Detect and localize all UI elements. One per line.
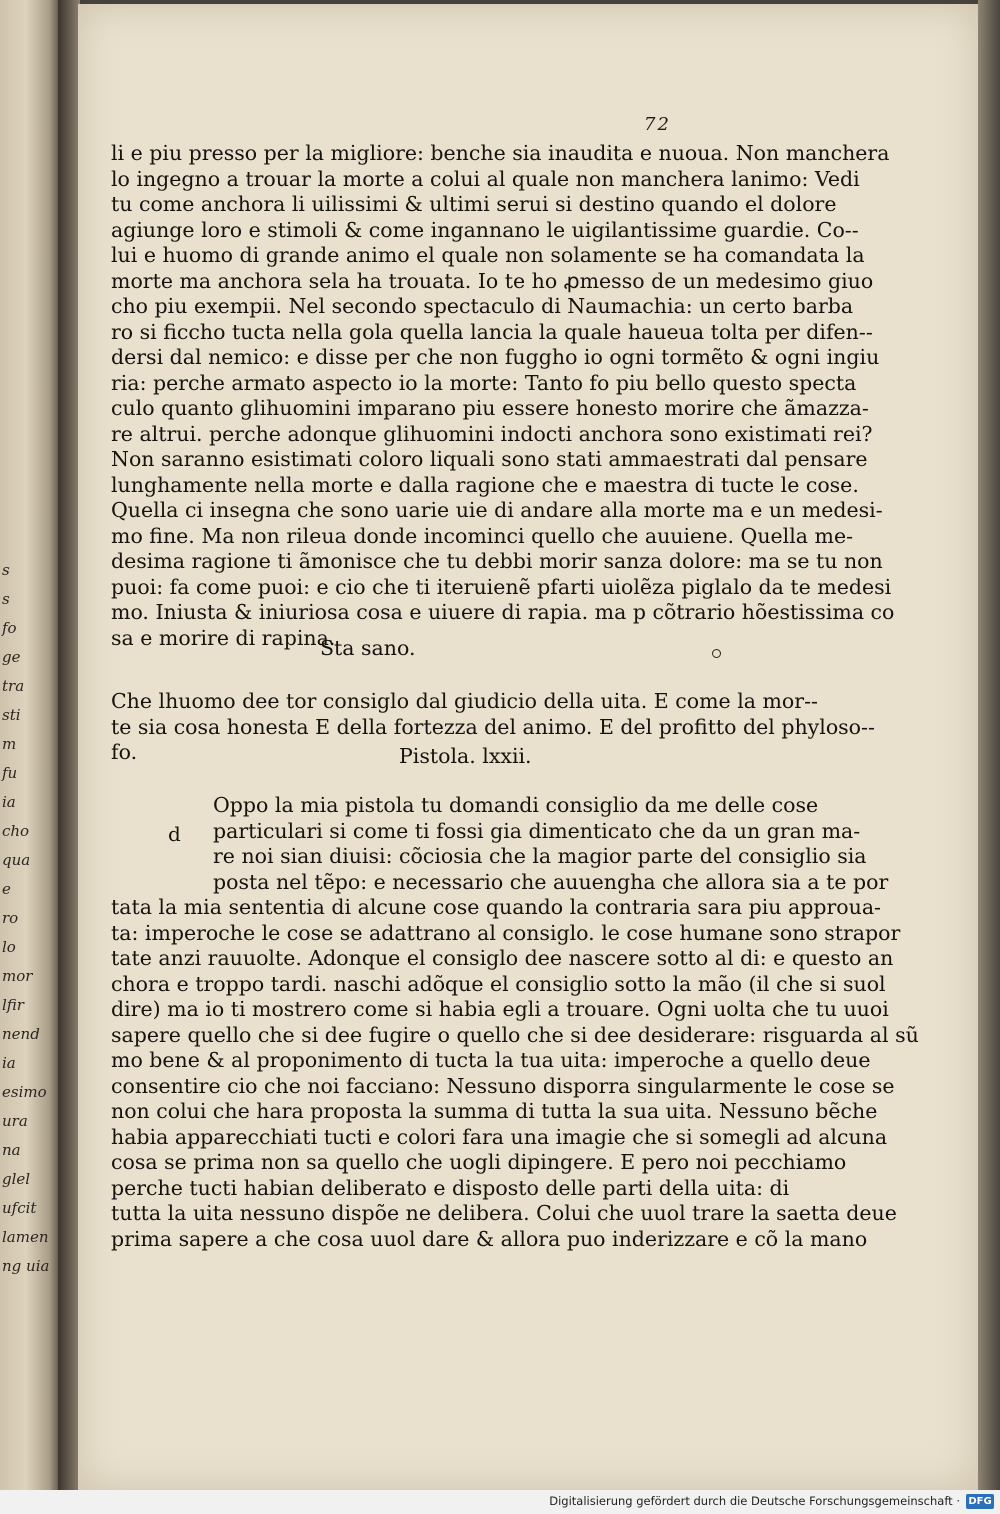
text-line: re altrui. perche adonque glihuomini indocti anchora sono existimati rei? <box>111 421 873 446</box>
left-page-fragment: mor <box>2 967 33 985</box>
left-page-fragment: s <box>2 590 10 608</box>
book-page <box>78 4 978 1490</box>
text-line: cosa se prima non sa quello che uogli dipingere. E pero noi pecchiamo <box>111 1150 847 1174</box>
left-page-fragment: ia <box>2 1054 16 1072</box>
text-line: lui e huomo di grande animo el quale non solamente se ha comandata la <box>111 243 865 267</box>
text-line: tu come anchora li uilissimi & ultimi serui si destino quando el dolore <box>111 192 837 216</box>
left-page-edge <box>0 0 58 1490</box>
text-line: dersi dal nemico: e disse per che non fuggho io ogni tormẽto & ogni ingiu <box>111 345 880 369</box>
left-page-fragment: na <box>2 1141 21 1159</box>
left-page-fragment: s <box>2 561 10 579</box>
text-line: morte ma anchora sela ha trouata. Io te ho ꝓmesso de un medesimo giuo <box>111 268 874 293</box>
left-page-fragment: tra <box>2 677 25 695</box>
closing-sta-sano: Sta sano. <box>320 636 416 660</box>
left-page-fragment: cho <box>2 822 30 840</box>
text-line: mo. Iniusta & iniuriosa cosa e uiuere di rapia. ma p cõtrario hõestissima co <box>111 600 895 624</box>
text-line: lo ingegno a trouar la morte a colui al quale non manchera lanimo: Vedi <box>111 166 860 191</box>
left-page-fragment: ufcit <box>2 1199 37 1217</box>
page-edge-shadow <box>978 0 1000 1490</box>
text-line: mo bene & al proponimento di tucta la tua uita: imperoche a quello deue <box>111 1048 871 1072</box>
text-line: ria: perche armato aspecto io la morte: Tanto fo piu bello questo specta <box>111 370 857 395</box>
text-line: agiunge loro e stimoli & come ingannano le uigilantissime guardie. Co-- <box>111 217 859 242</box>
text-line: fo. <box>111 740 138 764</box>
text-line: consentire cio che noi facciano: Nessuno disporra singularmente le cose se <box>111 1073 895 1098</box>
text-line: re noi sian diuisi: cõciosia che la magior parte del consiglio sia <box>213 844 867 868</box>
pistola-label: Pistola. lxxii. <box>399 744 532 768</box>
text-line: te sia cosa honesta E della fortezza del animo. E del profitto del phyloso-- <box>111 714 875 739</box>
left-page-fragment: fu <box>2 764 18 782</box>
text-line: desima ragione ti ãmonisce che tu debbi morir sanza dolore: ma se tu non <box>111 549 883 573</box>
text-line: tata la mia sententia di alcune cose quando la contraria sara piu approua- <box>111 895 881 919</box>
left-page-fragment: ge <box>2 648 21 666</box>
text-line: mo fine. Ma non rileua donde incominci quello che auuiene. Quella me- <box>111 523 854 548</box>
left-page-fragment: e <box>2 880 11 898</box>
page-number: 72 <box>644 114 671 135</box>
text-line: particulari si come ti fossi gia dimenticato che da un gran ma- <box>213 818 861 843</box>
text-line: li e piu presso per la migliore: benche sia inaudita e nuoua. Non manchera <box>111 141 890 165</box>
text-line: habia apparecchiati tucti e colori fara una imagie che si somegli ad alcuna <box>111 1124 888 1149</box>
text-line: sapere quello che si dee fugire o quello che si dee desiderare: risguarda al sũ <box>111 1022 919 1047</box>
footer-bar <box>0 1490 1000 1514</box>
left-page-fragment: esimo <box>2 1083 47 1101</box>
left-page-fragment: ro <box>2 909 19 927</box>
text-line: tate anzi rauuolte. Adonque el consiglo dee nascere sotto al di: e questo an <box>111 946 894 970</box>
left-page-fragment: ia <box>2 793 16 811</box>
text-line: puoi: fa come puoi: e cio che ti iteruienẽ pfarti uiolẽza piglalo da te medesi <box>111 574 892 599</box>
dfg-logo: DFG <box>966 1494 994 1509</box>
text-line: ta: imperoche le cose se adattrano al consiglo. le cose humane sono strapor <box>111 920 901 945</box>
left-page-fragment: glel <box>2 1170 31 1188</box>
text-line: cho piu exempii. Nel secondo spectaculo di Naumachia: un certo barba <box>111 294 854 318</box>
left-page-fragment: ura <box>2 1112 28 1130</box>
text-line: chora e troppo tardi. naschi adõque el consiglio sotto la mão (il che si suol <box>111 971 886 996</box>
text-line: Oppo la mia pistola tu domandi consiglio da me delle cose <box>213 793 819 817</box>
end-mark-icon <box>712 649 721 658</box>
text-line: perche tucti habian deliberato e disposto delle parti della uita: di <box>111 1175 790 1200</box>
left-page-fragment: lo <box>2 938 16 956</box>
text-line: prima sapere a che cosa uuol dare & allora puo inderizzare e cõ la mano <box>111 1226 868 1251</box>
left-page-fragment: lamen <box>2 1228 49 1246</box>
text-line: non colui che hara proposta la summa di tutta la sua uita. Nessuno bẽche <box>111 1099 878 1123</box>
text-line: Quella ci insegna che sono uarie uie di andare alla morte ma e un medesi- <box>111 498 883 522</box>
left-page-fragment: ng uia <box>2 1257 50 1275</box>
text-line: lunghamente nella morte e dalla ragione che e maestra di tucte le cose. <box>111 472 859 497</box>
left-page-fragment: m <box>2 735 17 753</box>
text-line: Che lhuomo dee tor consiglo dal giudicio della uita. E come la mor-- <box>111 689 818 713</box>
text-line: ro si ficcho tucta nella gola quella lancia la quale haueua tolta per difen-- <box>111 319 873 344</box>
footer-credit: Digitalisierung gefördert durch die Deutsche Forschungsgemeinschaft · <box>549 1494 960 1508</box>
left-page-fragment: fo <box>2 619 17 637</box>
text-line: posta nel tẽpo: e necessario che auuengha che allora sia a te por <box>213 869 889 894</box>
initial-guide-letter: d <box>168 822 181 846</box>
text-line: dire) ma io ti mostrero come si habia egli a trouare. Ogni uolta che tu uuoi <box>111 997 889 1021</box>
text-line: tutta la uita nessuno dispõe ne delibera. Colui che uuol trare la saetta deue <box>111 1201 897 1225</box>
left-page-fragment: nend <box>2 1025 40 1043</box>
left-page-fragment: qua <box>2 851 31 869</box>
left-page-fragment: lfir <box>2 996 24 1014</box>
text-line: Non saranno esistimati coloro liquali sono stati ammaestrati dal pensare <box>111 447 868 471</box>
text-line: sa e morire di rapina. <box>111 625 336 650</box>
book-gutter <box>58 0 80 1490</box>
text-line: culo quanto glihuomini imparano piu essere honesto morire che ãmazza- <box>111 396 869 420</box>
left-page-fragment: sti <box>2 706 21 724</box>
